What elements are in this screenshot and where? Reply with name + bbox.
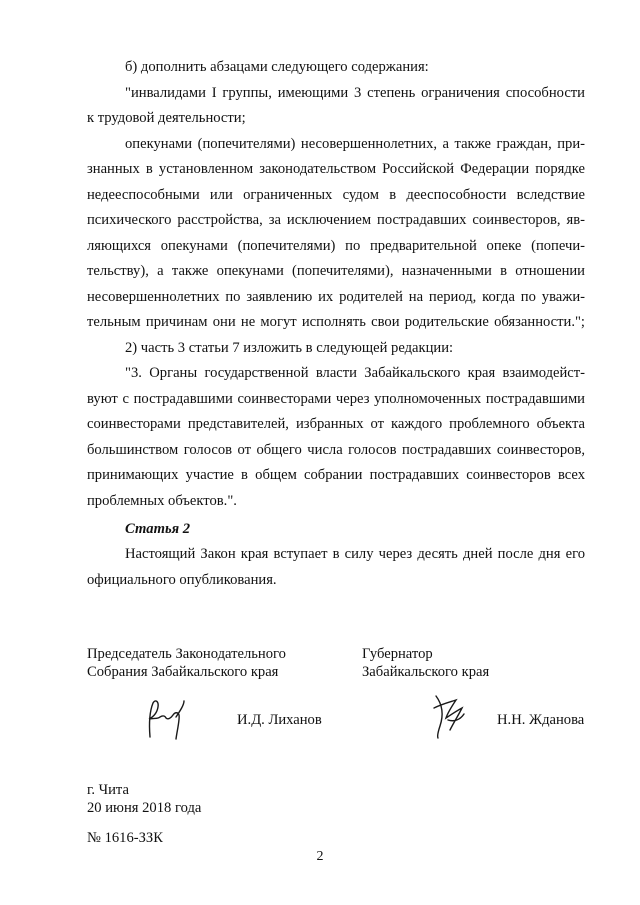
paragraph-line: недееспособными или ограниченных судом в дееспособности вследствие [87, 187, 585, 203]
paragraph-line: тельству), а также опекунами (попечителями), назначенными в отношении [87, 263, 585, 279]
paragraph-line: несовершеннолетних по заявлению их родителей на период, когда по уважи- [87, 289, 585, 305]
paragraph-line: б) дополнить абзацами следующего содержания: [125, 59, 429, 75]
paragraph-line: принимающих участие в общем собрании пострадавших соинвесторов всех [87, 467, 585, 483]
paragraph-line: вуют с пострадавшими соинвесторами через уполномоченных пострадавшими [87, 391, 585, 407]
paragraph-line: большинством голосов от общего числа голосов пострадавших соинвесторов, [87, 442, 585, 458]
paragraph-line: тельным причинам они не могут исполнять свои родительские обязанности."; [87, 314, 585, 330]
page-number: 2 [316, 849, 324, 864]
paragraph-line: опекунами (попечителями) несовершеннолетних, а также граждан, при- [125, 136, 585, 152]
paragraph-line: к трудовой деятельности; [87, 110, 246, 126]
left-signature [140, 697, 192, 743]
right-signature [428, 690, 472, 740]
paragraph-line: соинвесторами представителей, избранных от каждого проблемного объекта [87, 416, 585, 432]
paragraph-line: 2) часть 3 статьи 7 изложить в следующей редакции: [125, 340, 454, 356]
paragraph-line: "3. Органы государственной власти Забайкальского края взаимодейст- [125, 365, 585, 381]
right-signatory-title-1: Губернатор [362, 646, 433, 662]
right-signatory-title-2: Забайкальского края [362, 664, 490, 680]
article-heading: Статья 2 [125, 521, 191, 537]
document-number: № 1616-ЗЗК [87, 830, 163, 846]
left-signatory-title-2: Собрания Забайкальского края [87, 664, 279, 680]
left-signatory-title-1: Председатель Законодательного [87, 646, 286, 662]
paragraph-line: официального опубликования. [87, 572, 277, 588]
document-place: г. Чита [87, 782, 129, 798]
paragraph-line: "инвалидами I группы, имеющими 3 степень ограничения способности [125, 85, 585, 101]
paragraph-line: проблемных объектов.". [87, 493, 237, 509]
paragraph-line: Настоящий Закон края вступает в силу через десять дней после дня его [125, 546, 585, 562]
paragraph-line: ляющихся опекунами (попечителями) по предварительной опеке (попечи- [87, 238, 585, 254]
paragraph-line: психического расстройства, за исключением пострадавших соинвесторов, яв- [87, 212, 585, 228]
document-date: 20 июня 2018 года [87, 800, 202, 816]
right-signatory-name: Н.Н. Жданова [497, 712, 585, 728]
paragraph-line: знанных в установленном законодательством Российской Федерации порядке [87, 161, 585, 177]
left-signatory-name: И.Д. Лиханов [237, 712, 322, 728]
